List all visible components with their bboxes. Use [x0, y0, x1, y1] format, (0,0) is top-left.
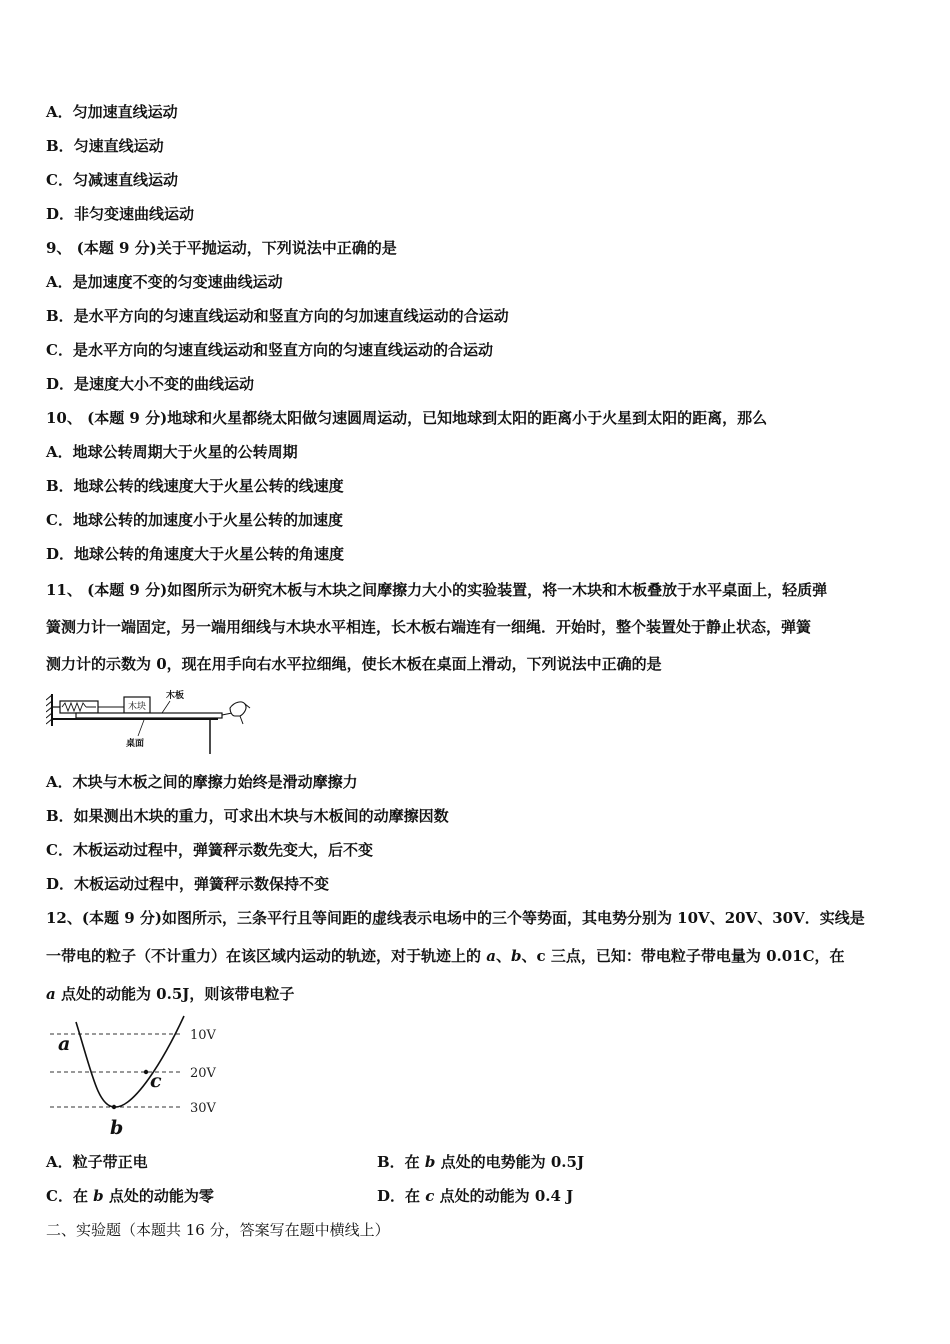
potential-label-30v: 30V [190, 1101, 216, 1116]
q10-option-a: A．地球公转周期大于火星的公转周期 [46, 443, 298, 461]
q12-option-d-pre: D．在 [377, 1187, 426, 1205]
point-b-label: b [110, 1117, 124, 1139]
q11-option-a: A．木块与木板之间的摩擦力始终是滑动摩擦力 [46, 773, 358, 791]
q12-option-b [377, 1152, 584, 1172]
q12-option-c-pre: C．在 [46, 1187, 94, 1205]
block-label: 木块 [127, 702, 147, 712]
q10-option-d: D．地球公转的角速度大于火星公转的角速度 [46, 545, 345, 563]
q12-option-d [377, 1186, 573, 1206]
q9-option-b: B．是水平方向的匀速直线运动和竖直方向的匀加速直线运动的合运动 [46, 307, 509, 325]
q9-option-d: D．是速度大小不变的曲线运动 [46, 375, 255, 393]
particle-trajectory [76, 1016, 184, 1107]
pull-rope [222, 713, 232, 715]
q12-stem-line-2-rest: 、c 三点，已知：带电粒子带电量为 0.01C，在 [521, 947, 845, 965]
potential-label-10v: 10V [190, 1028, 216, 1043]
q12-option-b-var: b [424, 1153, 436, 1171]
q12-option-c [46, 1186, 214, 1206]
q12-stem-line-3-text: 点处的动能为 0.5J，则该带电粒子 [55, 985, 295, 1003]
point-a-ref: a [46, 985, 56, 1003]
q9-stem: 9、 (本题 9 分)关于平抛运动，下列说法中正确的是 [46, 239, 397, 257]
q12-option-d-var: c [425, 1187, 435, 1205]
table-label: 桌面 [126, 739, 145, 749]
point-b-ref: b [510, 947, 522, 965]
point-c-label: c [150, 1070, 162, 1092]
q11-option-b: B．如果测出木块的重力，可求出木块与木板间的动摩擦因数 [46, 807, 449, 825]
q12-stem-line-2-sep: 、 [495, 947, 511, 965]
q12-option-d-post: 点处的动能为 0.4 J [434, 1187, 574, 1205]
q12-option-a: A．粒子带正电 [46, 1153, 148, 1171]
q8-option-d: D．非匀变速曲线运动 [46, 205, 195, 223]
q12-option-b-pre: B．在 [377, 1153, 425, 1171]
q12-option-b-post: 点处的电势能为 0.5J [435, 1153, 585, 1171]
point-c-marker [144, 1070, 148, 1074]
point-b-marker [112, 1105, 116, 1109]
q12-stem-line-2-text: 一带电的粒子（不计重力）在该区域内运动的轨迹，对于轨迹上的 [46, 947, 487, 965]
q8-option-c: C．匀减速直线运动 [46, 171, 178, 189]
q10-option-b: B．地球公转的线速度大于火星公转的线速度 [46, 477, 344, 495]
q10-option-c: C．地球公转的加速度小于火星公转的加速度 [46, 511, 343, 529]
point-a-ref: a [486, 947, 496, 965]
q12-option-c-post: 点处的动能为零 [103, 1187, 214, 1205]
q12-stem-line-2 [46, 946, 845, 966]
long-board [76, 713, 222, 718]
board-label: 木板 [166, 691, 185, 701]
q11-option-d: D．木板运动过程中，弹簧秤示数保持不变 [46, 875, 330, 893]
q12-stem-line-1: 12、(本题 9 分)如图所示，三条平行且等间距的虚线表示电场中的三个等势面，其电势分别为 10V、20V、30V．实线是 [46, 909, 865, 927]
q8-option-b: B．匀速直线运动 [46, 137, 164, 155]
q12-option-c-var: b [93, 1187, 104, 1205]
q11-option-c: C．木板运动过程中，弹簧秤示数先变大，后不变 [46, 841, 373, 859]
equipotential-figure [46, 1014, 236, 1142]
q12-stem-line-3 [46, 984, 294, 1004]
q11-stem-line-3: 测力计的示数为 0，现在用手向右水平拉细绳，使长木板在桌面上滑动，下列说法中正确的是 [46, 655, 662, 673]
point-a-label: a [58, 1033, 71, 1055]
friction-apparatus-figure [46, 686, 252, 754]
q11-stem-line-1: 11、 (本题 9 分)如图所示为研究木板与木块之间摩擦力大小的实验装置，将一木块和木板叠放于水平桌面上，轻质弹 [46, 581, 828, 599]
section-2-title: 二、实验题（本题共 16 分，答案写在题中横线上） [46, 1221, 390, 1239]
hand-icon [230, 702, 246, 716]
q9-option-c: C．是水平方向的匀速直线运动和竖直方向的匀速直线运动的合运动 [46, 341, 493, 359]
q10-stem: 10、 (本题 9 分)地球和火星都绕太阳做匀速圆周运动，已知地球到太阳的距离小于火星到太阳的距离，那么 [46, 409, 768, 427]
q11-stem-line-2: 簧测力计一端固定，另一端用细线与木块水平相连，长木板右端连有一细绳．开始时，整个装置处于静止状态，弹簧 [46, 618, 812, 636]
potential-label-20v: 20V [190, 1066, 216, 1081]
q8-option-a: A．匀加速直线运动 [46, 103, 178, 121]
q9-option-a: A．是加速度不变的匀变速曲线运动 [46, 273, 283, 291]
